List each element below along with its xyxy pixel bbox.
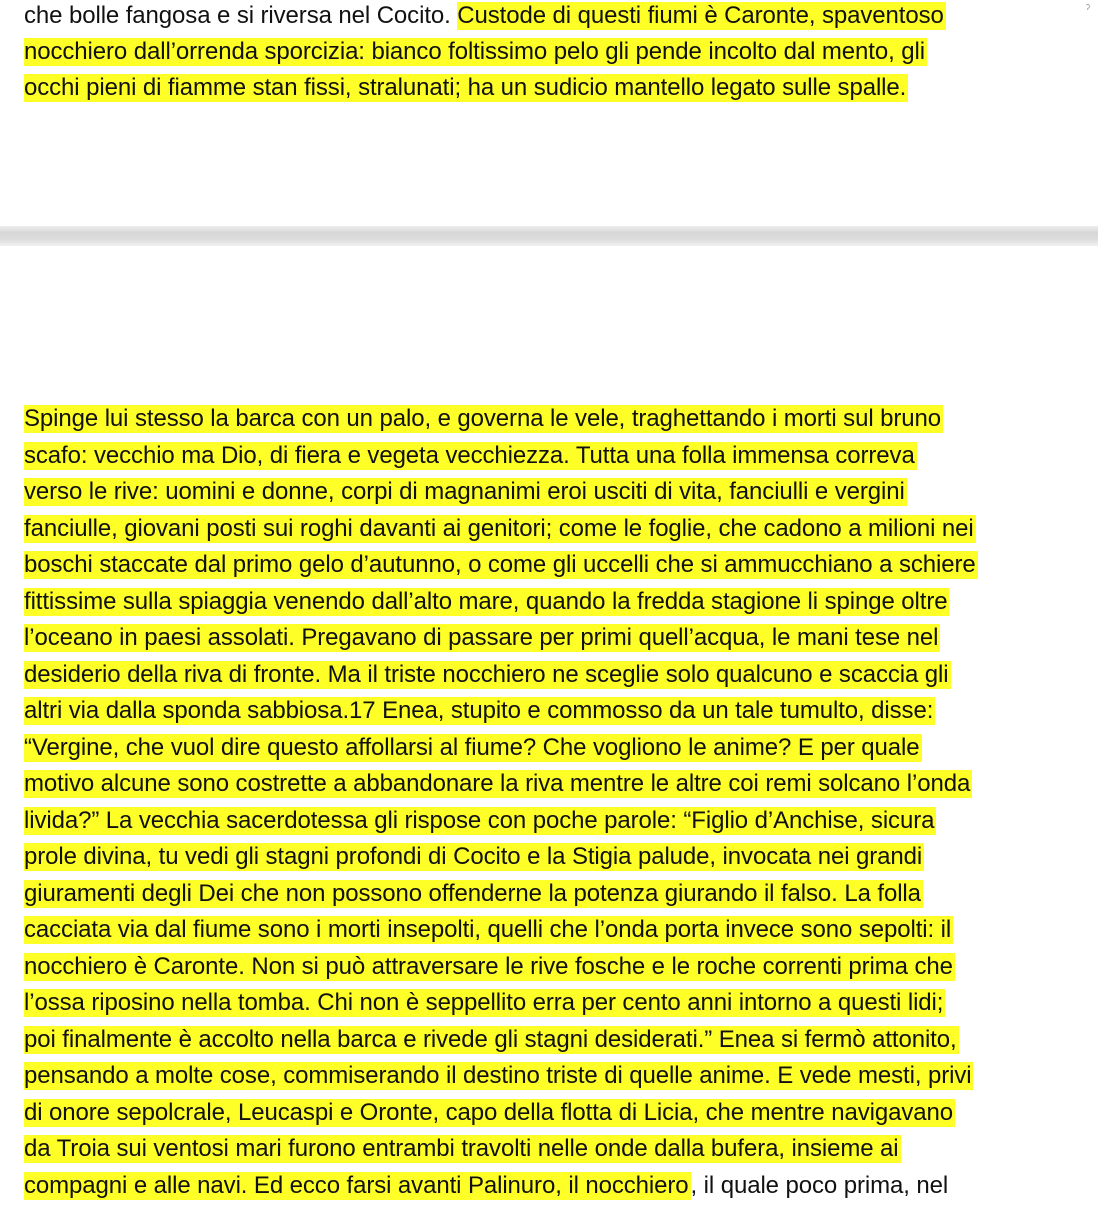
highlighted-text: pensando a molte cose, commiserando il destino triste di quelle anime. E vede mesti, privi <box>24 1062 972 1089</box>
text-line <box>24 1060 973 1091</box>
highlighted-text: di onore sepolcrale, Leucaspi e Oronte, capo della flotta di Licia, che mentre navigavano <box>24 1098 954 1126</box>
text-line <box>24 622 940 653</box>
text-line <box>24 695 935 726</box>
bottom-page-fragment <box>0 246 1098 1210</box>
highlighted-text: livida?” La vecchia sacerdotessa gli rispose con poche parole: “Figlio d’Anchise, sicura <box>24 806 935 834</box>
text-line <box>24 768 972 799</box>
highlighted-text: l’ossa riposino nella tomba. Chi non è seppellito erra per cento anni intorno a questi lidi; <box>24 989 944 1016</box>
highlighted-text: nocchiero è Caronte. Non si può attraversare le rive fosche e le roche correnti prima che <box>24 952 953 980</box>
highlighted-text: da Troia sui ventosi mari furono entrambi travolti nelle onde dalla bufera, insieme ai <box>24 1135 899 1162</box>
text-line <box>24 1170 948 1201</box>
text-line <box>24 476 907 507</box>
text-line <box>24 841 924 872</box>
highlighted-text: fittissime sulla spiaggia venendo dall’alto mare, quando la fredda stagione li spinge oltre <box>24 587 948 615</box>
highlighted-text: giuramenti degli Dei che non possono offenderne la potenza giurando il falso. La folla <box>24 879 921 907</box>
highlighted-text: compagni e alle navi. Ed ecco farsi avanti Palinuro, il nocchiero <box>24 1171 689 1199</box>
text-line <box>24 1024 959 1055</box>
text-line <box>24 878 923 909</box>
text-line <box>24 951 955 982</box>
text-line <box>24 659 951 690</box>
highlighted-text: Custode di questi fiumi è Caronte, spaventoso <box>457 2 944 29</box>
top-page-fragment <box>0 0 1098 226</box>
text-line <box>24 72 908 103</box>
highlighted-text: poi finalmente è accolto nella barca e rivede gli stagni desiderati.” Enea si fermò attonito, <box>24 1025 957 1053</box>
text-line <box>24 1097 955 1128</box>
text-line <box>24 403 943 434</box>
text-line <box>24 440 917 471</box>
text-line <box>24 914 953 945</box>
text-line <box>24 805 936 836</box>
text-line <box>24 586 949 617</box>
highlighted-text: fanciulle, giovani posti sui roghi davanti ai genitori; come le foglie, che cadono a milioni nei <box>24 514 974 542</box>
text-line <box>24 36 927 67</box>
highlighted-text: scafo: vecchio ma Dio, di fiera e vegeta vecchiezza. Tutta una folla immensa correva <box>24 441 915 469</box>
text-line <box>24 549 978 580</box>
text-line <box>24 987 945 1018</box>
highlighted-text: nocchiero dall’orrenda sporcizia: bianco foltissimo pelo gli pende incolto dal mento, gli <box>24 38 925 65</box>
highlighted-text: boschi staccate dal primo gelo d’autunno, o come gli uccelli che si ammucchiano a schiere <box>24 551 976 578</box>
highlighted-text: desiderio della riva di fronte. Ma il triste nocchiero ne sceglie solo qualcuno e scaccia gli <box>24 660 949 688</box>
text-line <box>24 732 922 763</box>
highlighted-text: verso le rive: uomini e donne, corpi di magnanimi eroi usciti di vita, fanciulli e vergini <box>24 478 905 505</box>
highlighted-text: cacciata via dal fiume sono i morti insepolti, quelli che l’onda porta invece sono sepolti: il <box>24 916 952 943</box>
highlighted-text: occhi pieni di fiamme stan fissi, stralunati; ha un sudicio mantello legato sulle spalle. <box>24 74 907 101</box>
highlighted-text: motivo alcune sono costrette a abbandonare la riva mentre le altre coi remi solcano l’onda <box>24 770 971 797</box>
plain-text: , il quale poco prima, nel <box>690 1171 949 1199</box>
highlighted-text: Spinge lui stesso la barca con un palo, e governa le vele, traghettando i morti sul bruno <box>24 405 941 432</box>
highlighted-text: l’oceano in paesi assolati. Pregavano di passare per primi quell’acqua, le mani tese nel <box>24 624 939 651</box>
corner-mark: ˀ <box>1085 2 1090 16</box>
highlighted-text: altri via dalla sponda sabbiosa.17 Enea, stupito e commosso da un tale tumulto, disse: <box>24 697 934 724</box>
text-line <box>24 513 976 544</box>
plain-text: che bolle fangosa e si riversa nel Cocito. <box>24 2 458 29</box>
highlighted-text: prole divina, tu vedi gli stagni profondi di Cocito e la Stigia palude, invocata nei grandi <box>24 843 923 870</box>
text-line <box>24 1133 901 1164</box>
page-separator <box>0 226 1098 246</box>
highlighted-text: “Vergine, che vuol dire questo affollarsi al fiume? Che vogliono le anime? E per quale <box>24 733 920 761</box>
text-line <box>24 0 946 31</box>
